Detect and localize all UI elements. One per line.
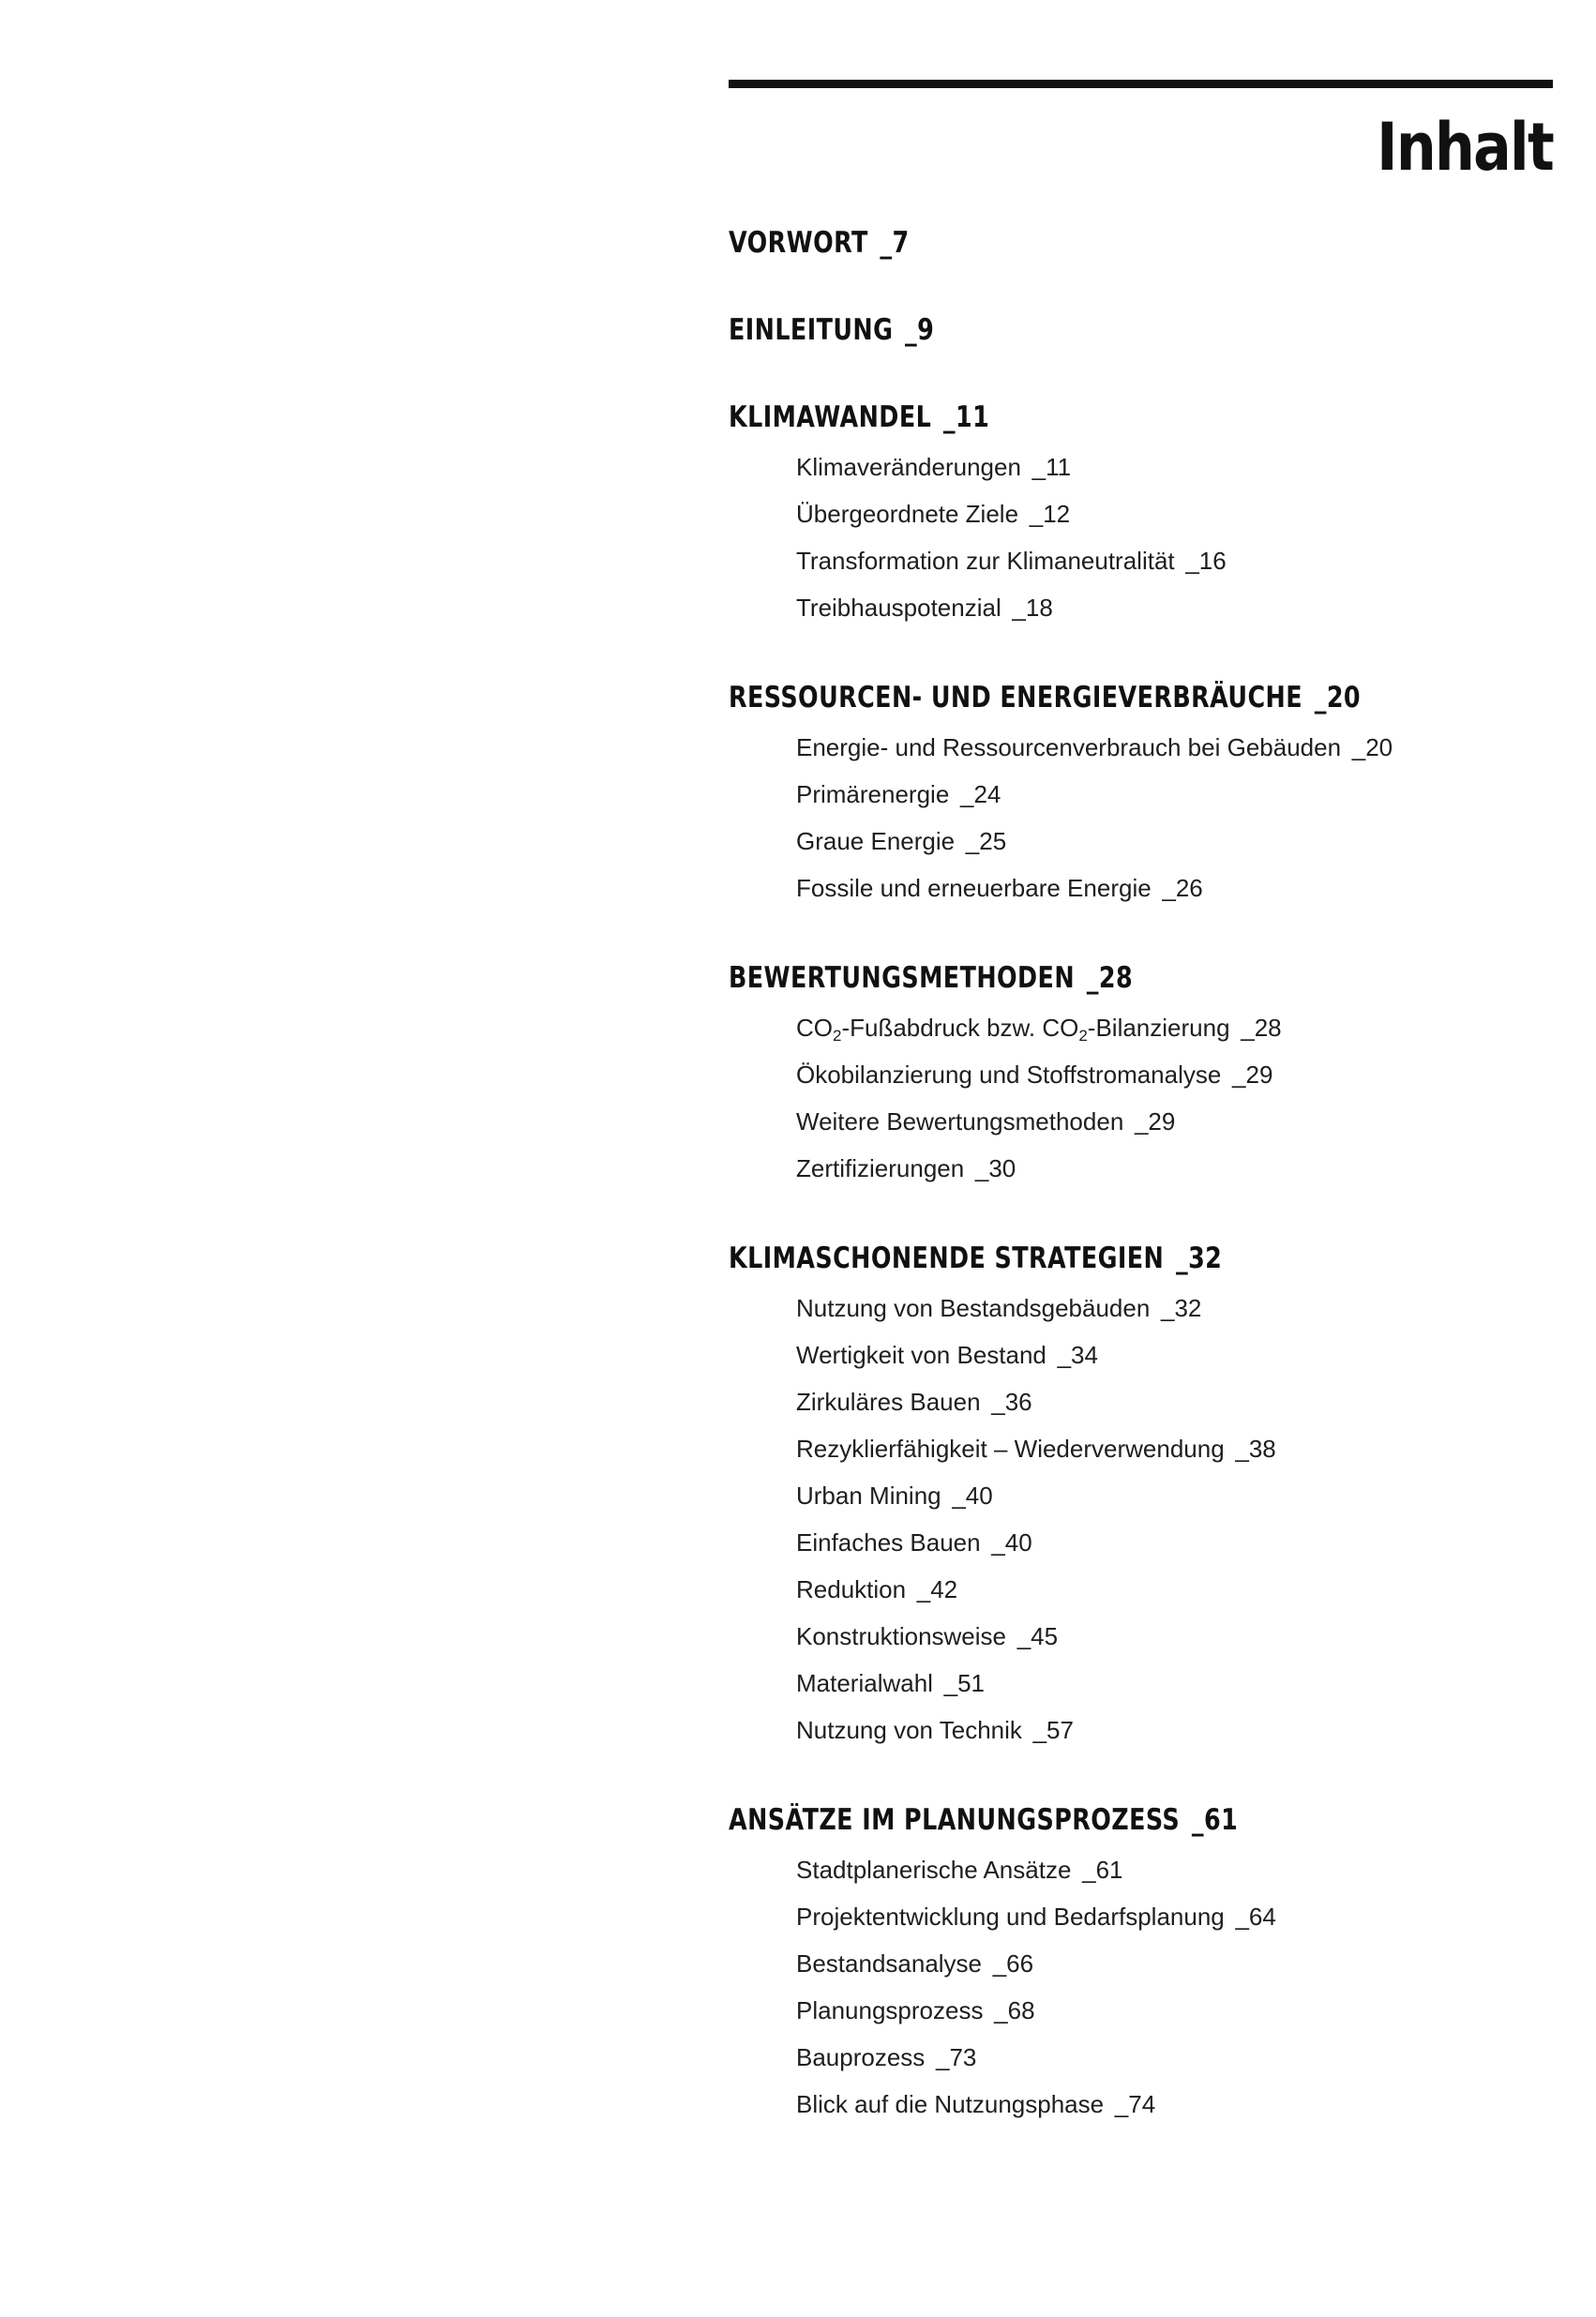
section-heading bbox=[729, 1238, 1405, 1279]
entry-page-number: _42 bbox=[916, 1575, 958, 1603]
entry-label: Rezyklierfähigkeit – Wiederverwendung bbox=[796, 1435, 1225, 1463]
toc-column bbox=[729, 80, 1553, 2174]
section-title: KLIMASCHONENDE STRATEGIEN bbox=[729, 1241, 1165, 1275]
toc-section bbox=[729, 222, 1553, 263]
toc-entry bbox=[796, 444, 1553, 490]
section-page-number: _7 bbox=[880, 226, 910, 260]
toc-section bbox=[729, 397, 1553, 631]
toc-entry bbox=[796, 1285, 1553, 1332]
entry-page-number: _51 bbox=[943, 1669, 986, 1697]
entry-label: Bestandsanalyse bbox=[796, 1949, 983, 1978]
entry-page-number: _74 bbox=[1114, 2090, 1156, 2118]
section-title: BEWERTUNGSMETHODEN bbox=[729, 961, 1076, 995]
entry-page-number: _28 bbox=[1241, 1014, 1282, 1042]
entry-label: Reduktion bbox=[796, 1575, 907, 1603]
entry-label: Zirkuläres Bauen bbox=[796, 1388, 981, 1416]
entry-label: Ökobilanzierung und Stoffstromanalyse bbox=[796, 1061, 1222, 1089]
section-entries bbox=[729, 444, 1553, 631]
section-entries bbox=[729, 1004, 1553, 1192]
entry-label-part: -Bilanzierung bbox=[1087, 1014, 1230, 1042]
entry-page-number: _57 bbox=[1032, 1716, 1074, 1744]
entry-label: Materialwahl bbox=[796, 1669, 933, 1697]
toc-entry bbox=[796, 1846, 1553, 1893]
toc-entry bbox=[796, 1707, 1553, 1753]
section-heading bbox=[729, 309, 1405, 351]
entry-page-number: _64 bbox=[1235, 1903, 1276, 1931]
entry-label: Graue Energie bbox=[796, 827, 956, 855]
toc-entry bbox=[796, 584, 1553, 631]
entry-page-number: _20 bbox=[1351, 733, 1393, 761]
entry-page-number: _30 bbox=[974, 1154, 1016, 1182]
entry-label: Primärenergie bbox=[796, 780, 950, 808]
table-of-contents bbox=[729, 222, 1553, 2128]
toc-entry bbox=[796, 1098, 1553, 1145]
toc-entry bbox=[796, 865, 1553, 911]
section-entries bbox=[729, 724, 1553, 911]
entry-page-number: _12 bbox=[1029, 500, 1071, 528]
page-title: Inhalt bbox=[1377, 109, 1553, 186]
toc-entry bbox=[796, 1332, 1553, 1378]
entry-page-number: _32 bbox=[1160, 1294, 1202, 1322]
entry-label: Übergeordnete Ziele bbox=[796, 500, 1019, 528]
entry-page-number: _40 bbox=[991, 1528, 1032, 1557]
toc-section bbox=[729, 1238, 1553, 1753]
toc-entry bbox=[796, 1940, 1553, 1987]
section-page-number: _32 bbox=[1175, 1241, 1223, 1275]
entry-page-number: _40 bbox=[952, 1482, 993, 1510]
header-rule bbox=[729, 80, 1553, 88]
entry-label: Einfaches Bauen bbox=[796, 1528, 981, 1557]
section-title: EINLEITUNG bbox=[729, 313, 894, 347]
section-heading bbox=[729, 222, 1405, 263]
section-heading bbox=[729, 1799, 1405, 1841]
entry-label: Projektentwicklung und Bedarfsplanung bbox=[796, 1903, 1225, 1931]
toc-entry bbox=[796, 1613, 1553, 1660]
toc-section bbox=[729, 957, 1553, 1192]
entry-page-number: _29 bbox=[1134, 1107, 1176, 1136]
entry-label: Klimaveränderungen bbox=[796, 453, 1021, 481]
entry-label: Energie- und Ressourcenverbrauch bei Gebäuden bbox=[796, 733, 1342, 761]
entry-page-number: _25 bbox=[965, 827, 1007, 855]
entry-label: Stadtplanerische Ansätze bbox=[796, 1856, 1072, 1884]
section-title: RESSOURCEN- UND ENERGIEVERBRÄUCHE bbox=[729, 681, 1302, 715]
section-title: ANSÄTZE IM PLANUNGSPROZESS bbox=[729, 1803, 1181, 1837]
entry-label: Urban Mining bbox=[796, 1482, 941, 1510]
toc-entry bbox=[796, 818, 1553, 865]
section-page-number: _61 bbox=[1191, 1803, 1239, 1837]
entry-page-number: _18 bbox=[1012, 594, 1053, 622]
entry-label: Blick auf die Nutzungsphase bbox=[796, 2090, 1105, 2118]
section-page-number: _11 bbox=[942, 400, 990, 434]
entry-page-number: _26 bbox=[1162, 874, 1203, 902]
entry-page-number: _66 bbox=[992, 1949, 1034, 1978]
section-heading bbox=[729, 677, 1405, 718]
entry-page-number: _73 bbox=[936, 2043, 977, 2071]
toc-entry bbox=[796, 1893, 1553, 1940]
entry-page-number: _34 bbox=[1057, 1341, 1098, 1369]
toc-entry bbox=[796, 1660, 1553, 1707]
entry-label: Transformation zur Klimaneutralität bbox=[796, 547, 1175, 575]
section-entries bbox=[729, 1285, 1553, 1753]
entry-label bbox=[796, 1014, 1230, 1045]
entry-label: Weitere Bewertungsmethoden bbox=[796, 1107, 1124, 1136]
entry-label-part: CO bbox=[796, 1014, 833, 1042]
entry-page-number: _36 bbox=[991, 1388, 1032, 1416]
toc-entry bbox=[796, 1566, 1553, 1613]
entry-label: Planungsprozess bbox=[796, 1996, 984, 2024]
entry-page-number: _16 bbox=[1185, 547, 1227, 575]
toc-entry bbox=[796, 1145, 1553, 1192]
entry-page-number: _61 bbox=[1082, 1856, 1123, 1884]
entry-label: Bauprozess bbox=[796, 2043, 926, 2071]
section-title: VORWORT bbox=[729, 226, 868, 260]
toc-entry bbox=[796, 1378, 1553, 1425]
toc-entry bbox=[796, 1425, 1553, 1472]
entry-label-part: -Fußabdruck bzw. CO bbox=[841, 1014, 1079, 1042]
entry-page-number: _29 bbox=[1232, 1061, 1273, 1089]
toc-entry bbox=[796, 1004, 1553, 1051]
entry-label: Konstruktionsweise bbox=[796, 1622, 1006, 1650]
entry-label: Treibhauspotenzial bbox=[796, 594, 1001, 622]
section-heading bbox=[729, 397, 1405, 438]
toc-section bbox=[729, 1799, 1553, 2128]
entry-label: Zertifizierungen bbox=[796, 1154, 965, 1182]
entry-label: Fossile und erneuerbare Energie bbox=[796, 874, 1152, 902]
toc-entry bbox=[796, 490, 1553, 537]
entry-page-number: _24 bbox=[959, 780, 1001, 808]
toc-entry bbox=[796, 1987, 1553, 2034]
section-page-number: _9 bbox=[905, 313, 935, 347]
section-title: KLIMAWANDEL bbox=[729, 400, 932, 434]
entry-label: Nutzung von Technik bbox=[796, 1716, 1022, 1744]
section-page-number: _28 bbox=[1086, 961, 1134, 995]
entry-label: Nutzung von Bestandsgebäuden bbox=[796, 1294, 1151, 1322]
entry-page-number: _45 bbox=[1016, 1622, 1059, 1650]
section-page-number: _20 bbox=[1314, 681, 1362, 715]
toc-entry bbox=[796, 2081, 1553, 2128]
section-heading bbox=[729, 957, 1405, 999]
entry-label: Wertigkeit von Bestand bbox=[796, 1341, 1046, 1369]
entry-page-number: _38 bbox=[1235, 1435, 1276, 1463]
toc-entry bbox=[796, 1472, 1553, 1519]
toc-entry bbox=[796, 724, 1553, 771]
toc-entry bbox=[796, 1519, 1553, 1566]
toc-entry bbox=[796, 1051, 1553, 1098]
toc-entry bbox=[796, 771, 1553, 818]
toc-section bbox=[729, 677, 1553, 911]
entry-page-number: _11 bbox=[1031, 453, 1072, 481]
subscript-2: 2 bbox=[1078, 1027, 1088, 1045]
toc-entry bbox=[796, 537, 1553, 584]
toc-section bbox=[729, 309, 1553, 351]
entry-page-number: _68 bbox=[994, 1996, 1035, 2024]
toc-entry bbox=[796, 2034, 1553, 2081]
section-entries bbox=[729, 1846, 1553, 2128]
subscript-2: 2 bbox=[833, 1027, 842, 1045]
